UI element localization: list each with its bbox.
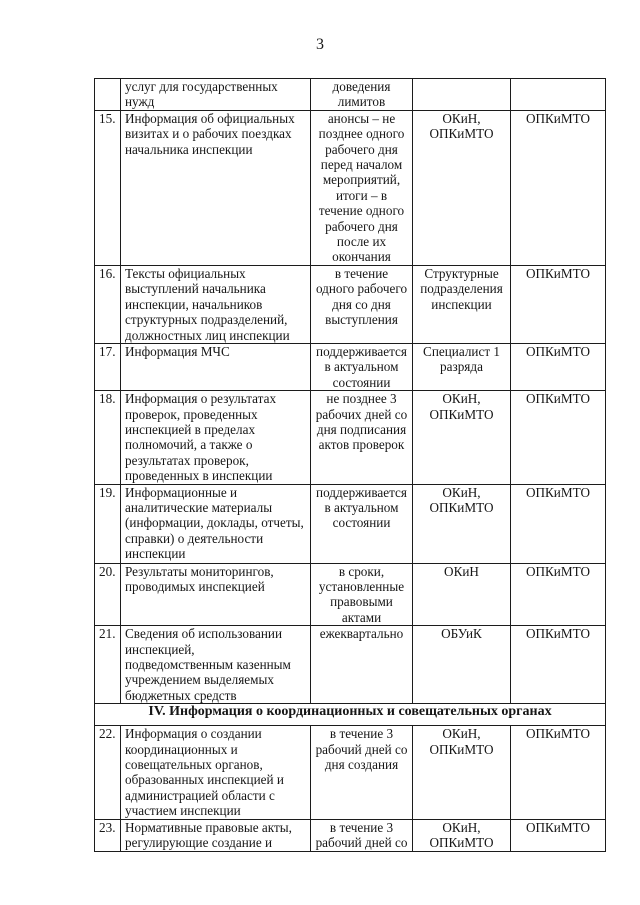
table-row	[95, 391, 606, 484]
period-cell: в течение одного рабочего дня со дня выступления	[311, 265, 413, 343]
row-number-cell: 16.	[95, 265, 121, 343]
period-cell: в течение 3 рабочий дней со дня создания	[311, 726, 413, 819]
period-cell: не позднее 3 рабочих дней со дня подписания актов проверок	[311, 391, 413, 484]
responsible-cell: ОКиН, ОПКиМТО	[413, 726, 511, 819]
responsible-cell: ОКиН, ОПКиМТО	[413, 819, 511, 851]
info-name-cell: Результаты мониторингов, проводимых инспекцией	[121, 563, 311, 626]
table-row	[95, 563, 606, 626]
row-number-cell: 17.	[95, 343, 121, 390]
responsible-cell	[413, 79, 511, 111]
period-cell: поддерживается в актуальном состоянии	[311, 343, 413, 390]
period-cell: ежеквартально	[311, 626, 413, 704]
info-name-cell: Нормативные правовые акты, регулирующие создание и	[121, 819, 311, 851]
section-heading: IV. Информация о координационных и совещательных органах	[95, 704, 606, 726]
table-row	[95, 726, 606, 819]
row-number-cell: 20.	[95, 563, 121, 626]
page-number: 3	[316, 36, 324, 53]
administrator-cell: ОПКиМТО	[511, 484, 606, 563]
row-number-cell: 18.	[95, 391, 121, 484]
info-name-cell: Тексты официальных выступлений начальника инспекции, начальников структурных подразделений, должностных лиц инспекции	[121, 265, 311, 343]
responsible-cell: ОБУиК	[413, 626, 511, 704]
period-cell: в течение 3 рабочий дней со	[311, 819, 413, 851]
responsible-cell: ОКиН, ОПКиМТО	[413, 110, 511, 265]
responsible-cell: ОКиН	[413, 563, 511, 626]
period-cell: доведения лимитов	[311, 79, 413, 111]
administrator-cell: ОПКиМТО	[511, 110, 606, 265]
info-name-cell: Информация об официальных визитах и о рабочих поездках начальника инспекции	[121, 110, 311, 265]
responsible-cell: ОКиН, ОПКиМТО	[413, 484, 511, 563]
administrator-cell: ОПКиМТО	[511, 726, 606, 819]
table-row	[95, 819, 606, 851]
section-header-row	[95, 704, 606, 726]
row-number-cell: 22.	[95, 726, 121, 819]
plan-table	[94, 78, 606, 852]
administrator-cell: ОПКиМТО	[511, 343, 606, 390]
info-name-cell: Информация о результатах проверок, проведенных инспекцией в пределах полномочий, а также о результатах проверок, проведенных в инспекции	[121, 391, 311, 484]
period-cell: поддерживается в актуальном состоянии	[311, 484, 413, 563]
table-row-continuation	[95, 79, 606, 111]
administrator-cell: ОПКиМТО	[511, 265, 606, 343]
responsible-cell: Специалист 1 разряда	[413, 343, 511, 390]
row-number-cell: 19.	[95, 484, 121, 563]
administrator-cell	[511, 79, 606, 111]
table-row	[95, 484, 606, 563]
row-number-cell	[95, 79, 121, 111]
row-number-cell: 15.	[95, 110, 121, 265]
table-row	[95, 265, 606, 343]
administrator-cell: ОПКиМТО	[511, 626, 606, 704]
row-number-cell: 23.	[95, 819, 121, 851]
period-cell: в сроки, установленные правовыми актами	[311, 563, 413, 626]
administrator-cell: ОПКиМТО	[511, 563, 606, 626]
info-name-cell: Информационные и аналитические материалы (информации, доклады, отчеты, справки) о деятельности инспекции	[121, 484, 311, 563]
info-name-cell: Информация о создании координационных и совещательных органов, образованных инспекцией и администрацией области с участием инспекции	[121, 726, 311, 819]
administrator-cell: ОПКиМТО	[511, 819, 606, 851]
administrator-cell: ОПКиМТО	[511, 391, 606, 484]
info-name-cell: Информация МЧС	[121, 343, 311, 390]
responsible-cell: Структурные подразделения инспекции	[413, 265, 511, 343]
table-row	[95, 343, 606, 390]
table-row	[95, 626, 606, 704]
table-row	[95, 110, 606, 265]
period-cell: анонсы – не позднее одного рабочего дня перед началом мероприятий, итоги – в течение одного рабочего дня после их окончания	[311, 110, 413, 265]
info-name-cell: услуг для государственных нужд	[121, 79, 311, 111]
row-number-cell: 21.	[95, 626, 121, 704]
responsible-cell: ОКиН, ОПКиМТО	[413, 391, 511, 484]
info-name-cell: Сведения об использовании инспекцией, подведомственным казенным учреждением выделяемых бюджетных средств	[121, 626, 311, 704]
